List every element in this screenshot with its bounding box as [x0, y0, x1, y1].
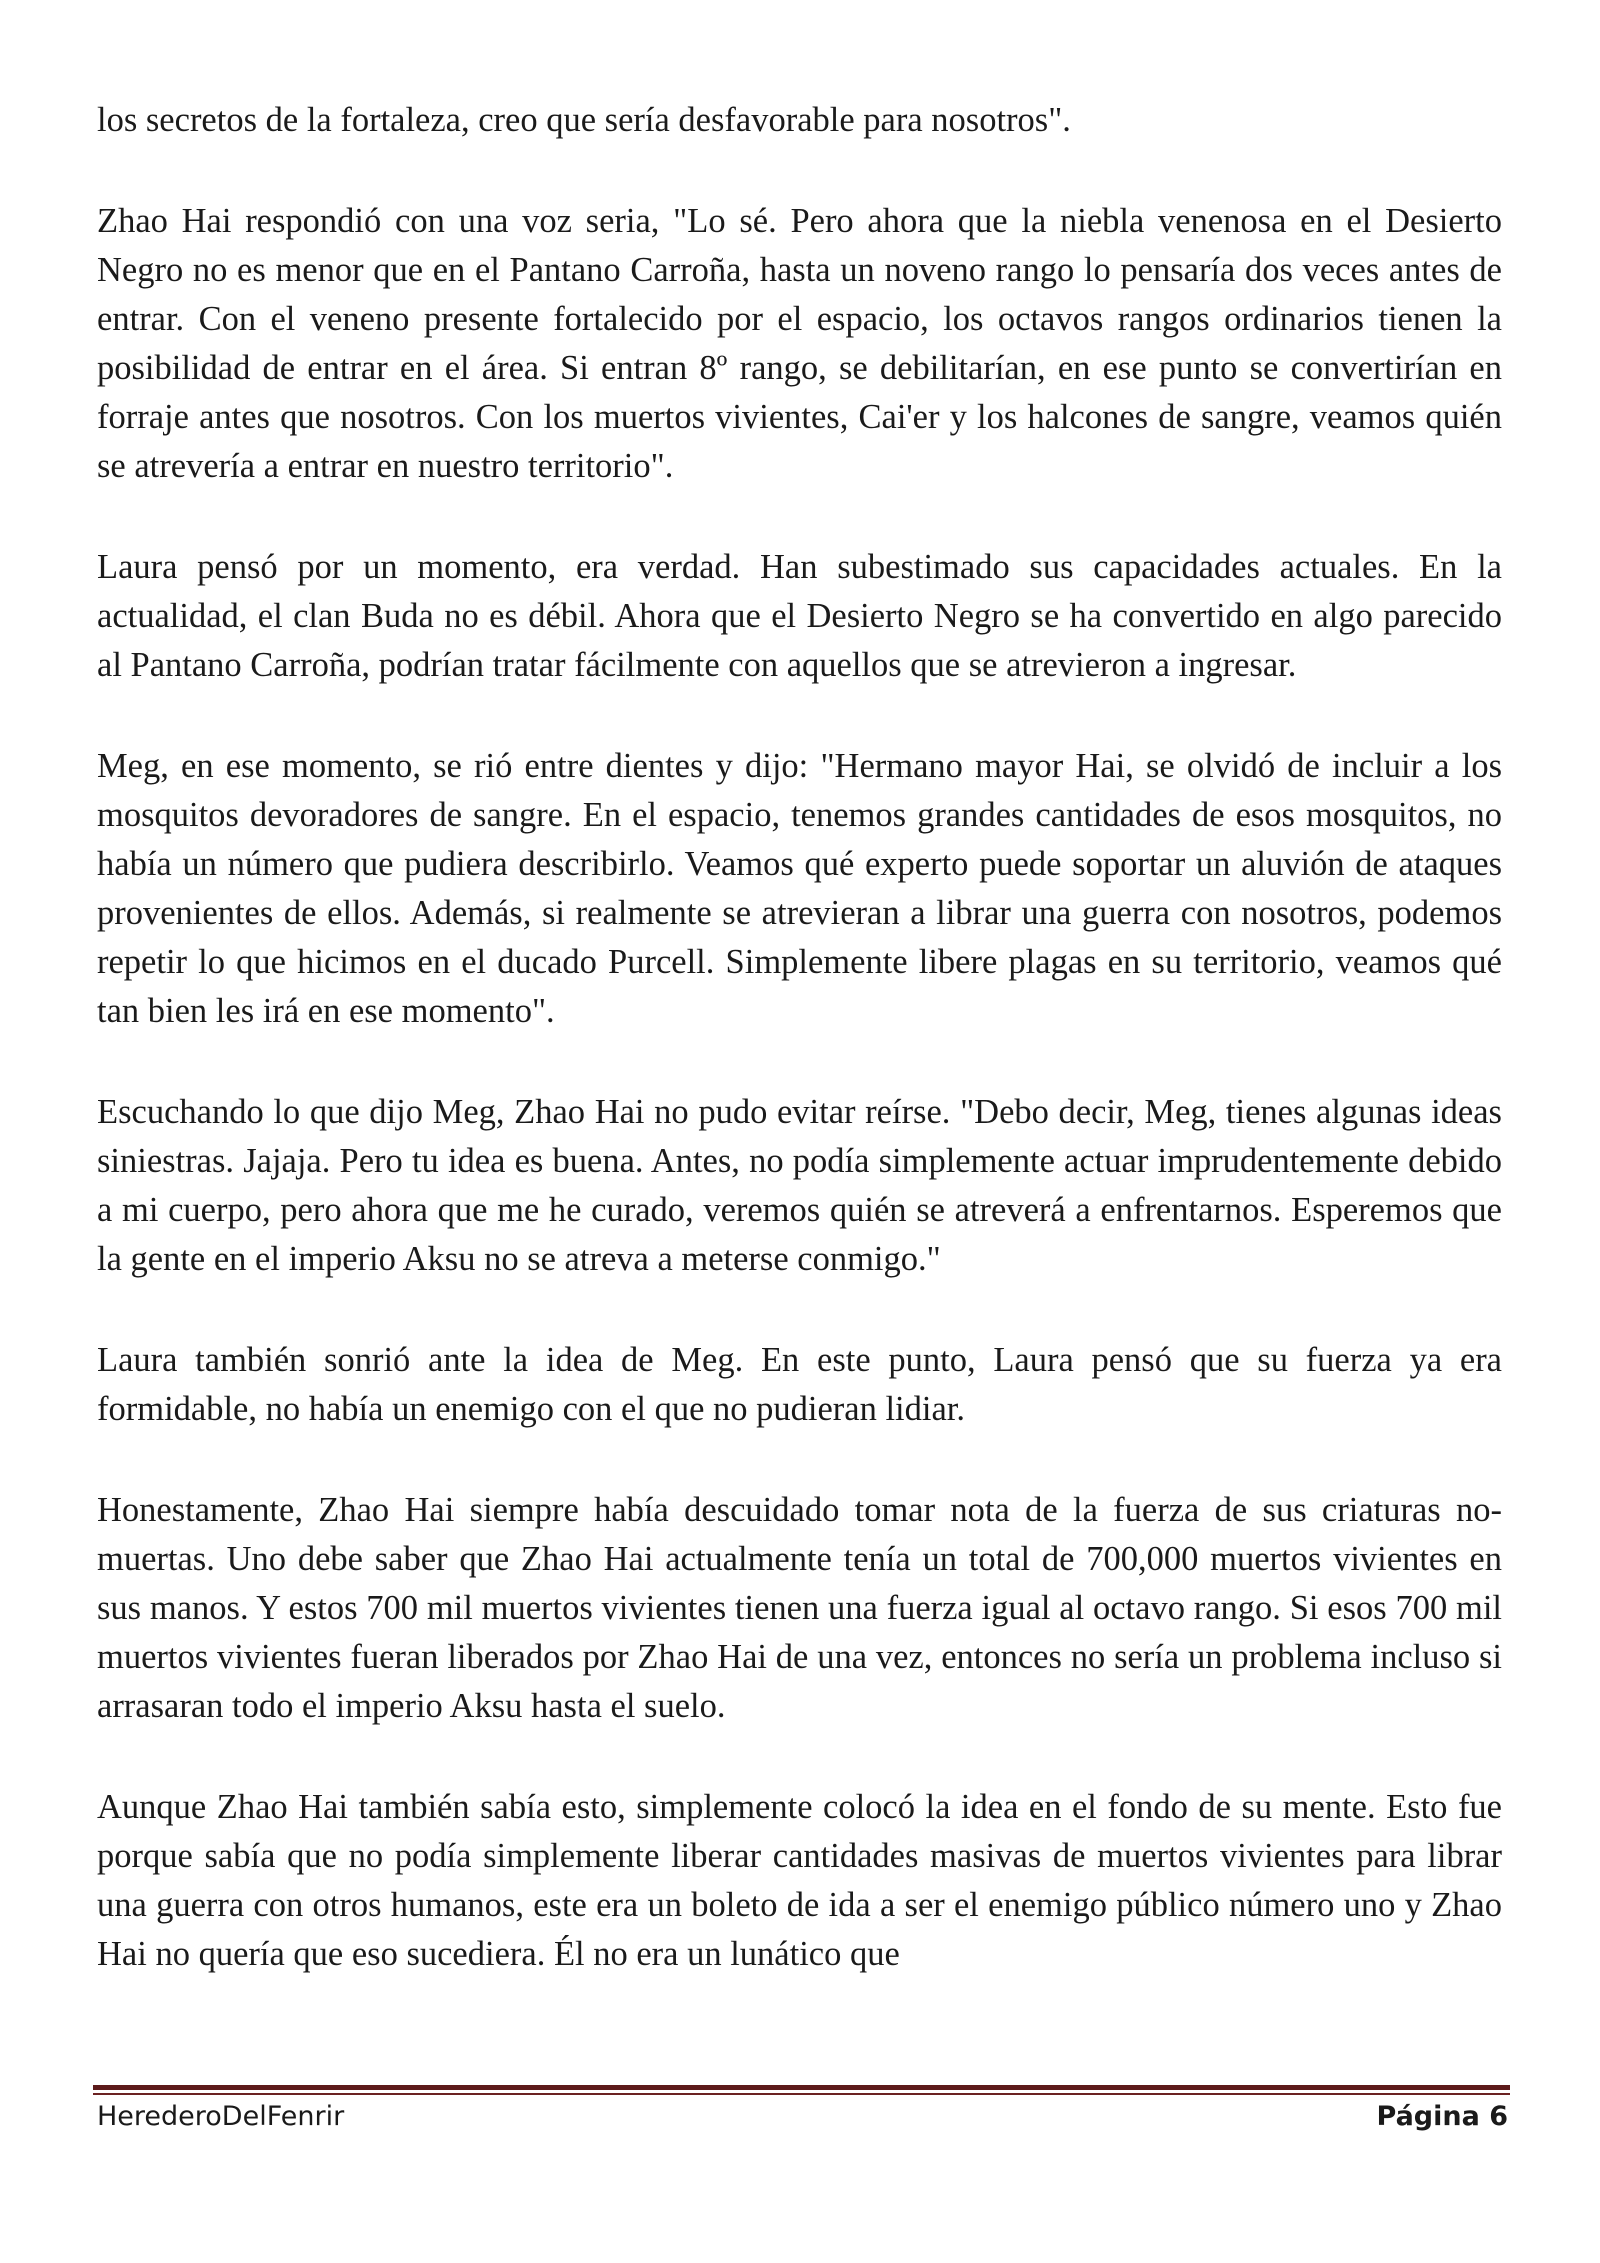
- paragraph: Aunque Zhao Hai también sabía esto, simplemente colocó la idea en el fondo de su mente. Esto fue porque sabía que no podía simplemente liberar cantidades masivas de muertos vivientes para librar una guerra con otros humanos, este era un boleto de ida a ser el enemigo público número uno y Zhao Hai no quería que eso sucediera. Él no era un lunático que: [97, 1788, 1502, 1973]
- paragraph: Laura pensó por un momento, era verdad. Han subestimado sus capacidades actuales. En la actualidad, el clan Buda no es débil. Ahora que el Desierto Negro se ha convertido en algo parecido al Pantano Carroña, podrían tratar fácilmente con aquellos que se atrevieron a ingresar.: [97, 548, 1502, 684]
- paragraph: los secretos de la fortaleza, creo que sería desfavorable para nosotros".: [97, 101, 1071, 139]
- paragraph: Laura también sonrió ante la idea de Meg. En este punto, Laura pensó que su fuerza ya era formidable, no había un enemigo con el que no pudieran lidiar.: [97, 1341, 1502, 1428]
- page-number: Página 6: [1376, 2101, 1508, 2132]
- footer-divider: [93, 2085, 1510, 2095]
- footer-author: HerederoDelFenrir: [97, 2101, 345, 2132]
- page-body: [97, 96, 1502, 1979]
- paragraph: Honestamente, Zhao Hai siempre había descuidado tomar nota de la fuerza de sus criaturas no-muertas. Uno debe saber que Zhao Hai actualmente tenía un total de 700,000 muertos vivientes en sus manos. Y estos 700 mil muertos vivientes tienen una fuerza igual al octavo rango. Si esos 700 mil muertos vivientes fueran liberados por Zhao Hai de una vez, entonces no sería un problema incluso si arrasaran todo el imperio Aksu hasta el suelo.: [97, 1491, 1502, 1725]
- page-footer: [97, 2101, 1508, 2132]
- paragraph: Meg, en ese momento, se rió entre dientes y dijo: "Hermano mayor Hai, se olvidó de incluir a los mosquitos devoradores de sangre. En el espacio, tenemos grandes cantidades de esos mosquitos, no había un número que pudiera describirlo. Veamos qué experto puede soportar un aluvión de ataques provenientes de ellos. Además, si realmente se atrevieran a librar una guerra con nosotros, podemos repetir lo que hicimos en el ducado Purcell. Simplemente libere plagas en su territorio, veamos qué tan bien les irá en ese momento".: [97, 747, 1502, 1030]
- paragraph: Escuchando lo que dijo Meg, Zhao Hai no pudo evitar reírse. "Debo decir, Meg, tienes algunas ideas siniestras. Jajaja. Pero tu idea es buena. Antes, no podía simplemente actuar imprudentemente debido a mi cuerpo, pero ahora que me he curado, veremos quién se atreverá a enfrentarnos. Esperemos que la gente en el imperio Aksu no se atreva a meterse conmigo.": [97, 1093, 1502, 1278]
- footer-divider-thick: [93, 2085, 1510, 2090]
- paragraph: Zhao Hai respondió con una voz seria, "Lo sé. Pero ahora que la niebla venenosa en el Desierto Negro no es menor que en el Pantano Carroña, hasta un noveno rango lo pensaría dos veces antes de entrar. Con el veneno presente fortalecido por el espacio, los octavos rangos ordinarios tienen la posibilidad de entrar en el área. Si entran 8º rango, se debilitarían, en ese punto se convertirían en forraje antes que nosotros. Con los muertos vivientes, Cai'er y los halcones de sangre, veamos quién se atrevería a entrar en nuestro territorio".: [97, 202, 1502, 485]
- footer-divider-thin: [93, 2093, 1510, 2095]
